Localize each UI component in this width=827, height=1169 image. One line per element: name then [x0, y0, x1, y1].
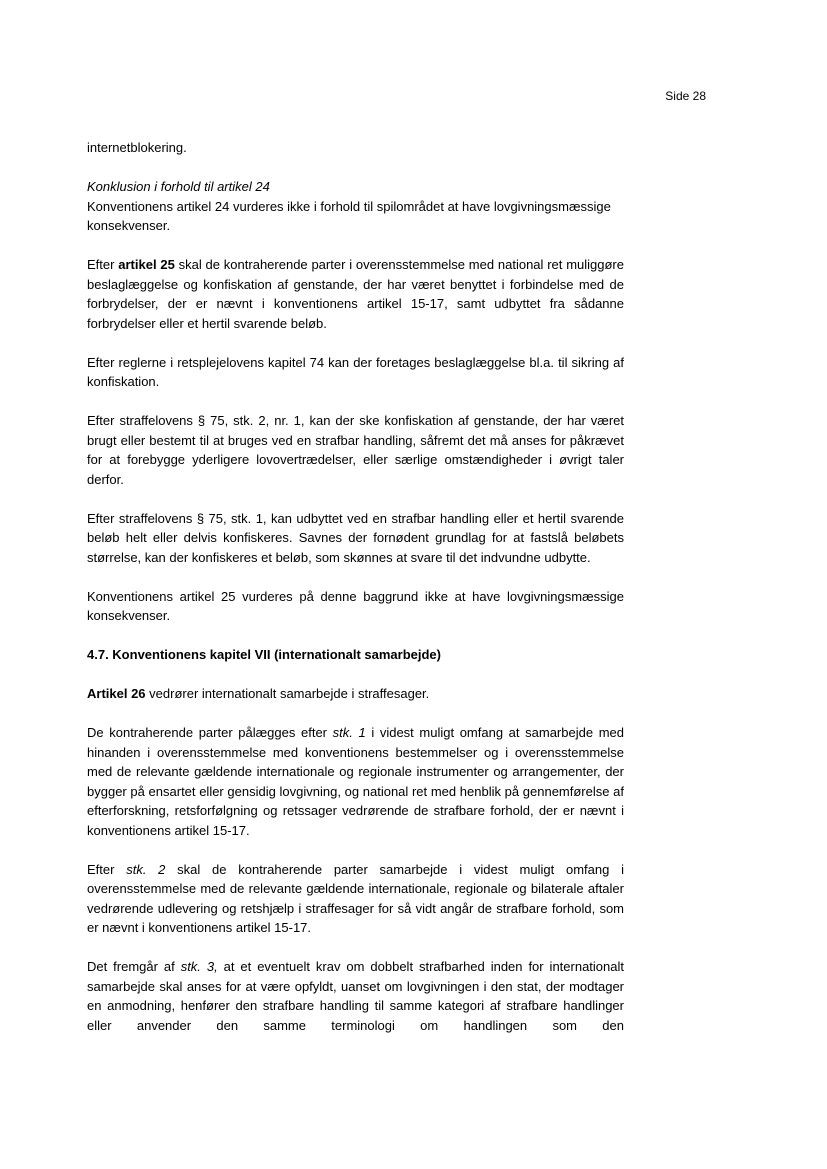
- text-run: Det fremgår af: [87, 959, 181, 974]
- paragraph-text: Konventionens artikel 24 vurderes ikke i forhold til spilområdet at have lovgivningsmæssige konsekvenser.: [87, 198, 611, 233]
- italic-term: stk. 2: [126, 861, 166, 877]
- paragraph-stk-2: [87, 860, 624, 938]
- bold-term: artikel 25: [118, 257, 175, 272]
- paragraph-artikel-26: [87, 684, 624, 704]
- subheading-konklusion: Konklusion i forhold til artikel 24: [87, 179, 270, 194]
- text-run: vedrører internationalt samarbejde i straffesager.: [145, 686, 430, 701]
- paragraph-konklusion-artikel-25: Konventionens artikel 25 vurderes på denne baggrund ikke at have lovgivningsmæssige konsekvenser.: [87, 588, 624, 623]
- paragraph-retsplejeloven: Efter reglerne i retsplejelovens kapitel 74 kan der foretages beslaglæggelse bl.a. til sikring af konfiskation.: [87, 354, 624, 389]
- paragraph-artikel-25: [87, 255, 624, 333]
- paragraph-stk-1: [87, 723, 624, 840]
- paragraph-stk-3: [87, 957, 624, 1035]
- paragraph-straffeloven-75-stk2: Efter straffelovens § 75, stk. 2, nr. 1, kan der ske konfiskation af genstande, der har været brugt eller bestemt til at bruges ved en strafbar handling, såfremt det må anses for påkrævet for at forebygge yderligere lovovertrædelser, eller særlige omstændigheder i øvrigt taler derfor.: [87, 413, 624, 487]
- document-body: [87, 138, 624, 1055]
- bold-term: Artikel 26: [87, 686, 146, 701]
- paragraph-straffeloven-75-stk1: Efter straffelovens § 75, stk. 1, kan udbyttet ved en strafbar handling eller et hertil svarende beløb helt eller delvis konfiskeres. Savnes der fornødent grundlag for at fastslå beløbets størrelse, kan der konfiskeres et beløb, som skønnes at svare til det indvundne udbytte.: [87, 510, 624, 565]
- italic-term: stk. 3,: [180, 959, 218, 974]
- page-number: Side 28: [665, 89, 706, 103]
- text-run: at et eventuelt krav om dobbelt strafbarhed inden for internationalt samarbejde skal anses for at være opfyldt, uanset om lovgivningen i den stat, der modtager en anmodning, henfører den strafbare handling til samme kategori af strafbare handlinger eller anvender den samme terminologi om handlingen som den: [87, 959, 624, 1033]
- text-run: Efter: [87, 257, 119, 272]
- paragraph-konklusion-artikel-24: [87, 177, 624, 236]
- text-run: skal de kontraherende parter i overensstemmelse med national ret muliggøre beslaglæggelse og konfiskation af genstande, der har været benyttet i forbindelse med de forbrydelser, der er nævnt i konventionens artikel 15-17, samt udbyttet fra sådanne forbrydelser eller et hertil svarende beløb.: [87, 257, 624, 331]
- text-run: De kontraherende parter pålægges efter: [87, 725, 333, 740]
- italic-term: stk. 1: [332, 725, 366, 740]
- text-run: skal de kontraherende parter samarbejde i videst muligt omfang i overensstemmelse med de relevante gældende internationale, regionale og bilaterale aftaler vedrørende udlevering og retshjælp i straffesager for så vidt angår de strafbare forhold, som er nævnt i konventionens artikel 15-17.: [87, 861, 624, 935]
- text-run: Efter: [87, 861, 127, 877]
- paragraph-internetblokering: internetblokering.: [87, 140, 187, 155]
- text-run: i videst muligt omfang at samarbejde med hinanden i overensstemmelse med konventionens bestemmelser og i overensstemmelse med de relevante gældende internationale og regionale instrumenter og arrangementer, der bygger på ensartet eller gensidig lovgivning, og national ret med henblik på gennemførelse af efterforskning, retsforfølgning og retssager vedrørende de strafbare forhold, der er nævnt i konventionens artikel 15-17.: [87, 725, 624, 838]
- section-heading: 4.7. Konventionens kapitel VII (internationalt samarbejde): [87, 647, 441, 662]
